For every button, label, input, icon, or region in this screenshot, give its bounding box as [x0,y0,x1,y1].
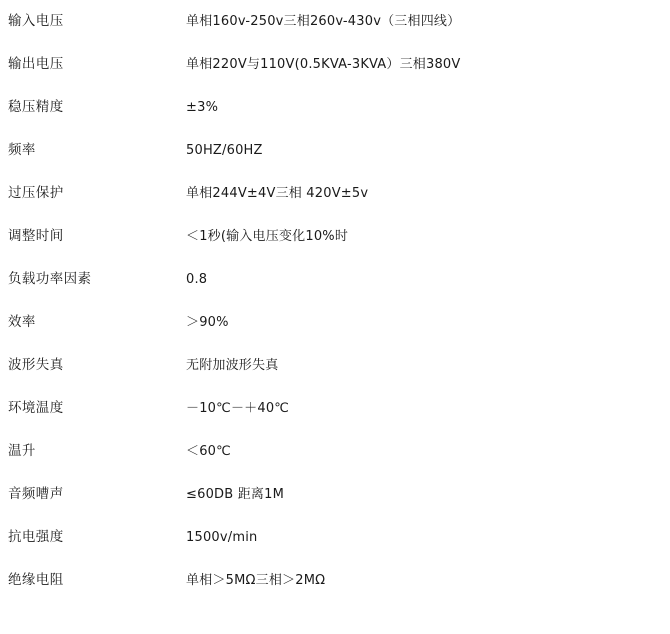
spec-label: 负载功率因素 [8,271,92,288]
spec-label: 调整时间 [8,228,64,245]
spec-value-text: ＜60℃ [186,444,231,460]
spec-value [186,430,670,473]
table-row [0,430,670,473]
spec-value [186,43,670,86]
table-row [0,86,670,129]
spec-value [186,344,670,387]
spec-label: 效率 [8,314,36,331]
spec-value-text: 单相160v-250v三相260v-430v（三相四线） [186,14,461,30]
table-row [0,473,670,516]
spec-label: 抗电强度 [8,529,64,546]
spec-value [186,86,670,129]
spec-value [186,301,670,344]
table-row [0,129,670,172]
table-row [0,344,670,387]
spec-value-text: 单相244V±4V三相 420V±5v [186,186,369,202]
table-row [0,516,670,559]
spec-label: 音频嘈声 [8,486,64,503]
spec-label: 输入电压 [8,13,64,30]
spec-label: 稳压精度 [8,99,64,116]
table-row [0,172,670,215]
spec-label: 过压保护 [8,185,64,202]
spec-value [186,172,670,215]
spec-value-text: 单相220V与110V(0.5KVA-3KVA）三相380V [186,57,461,73]
spec-value-text: ≤60DB 距离1M [186,487,284,503]
spec-value-text: －10℃－＋40℃ [186,401,290,417]
spec-label: 绝缘电阻 [8,572,64,589]
table-row [0,559,670,602]
spec-label: 波形失真 [8,357,64,374]
spec-value [186,473,670,516]
spec-value [186,0,670,43]
spec-value-text: 1500v/min [186,530,258,546]
table-row [0,387,670,430]
spec-value [186,129,670,172]
spec-value-text: ±3% [186,100,219,116]
spec-label: 输出电压 [8,56,64,73]
spec-label: 环境温度 [8,400,64,417]
table-row [0,43,670,86]
spec-value-text: 0.8 [186,272,208,288]
spec-value-text: ＜1秒(输入电压变化10%时 [186,229,349,245]
spec-value [186,559,670,602]
spec-value-text: ＞90% [186,315,229,331]
table-row [0,258,670,301]
spec-value [186,516,670,559]
spec-label: 频率 [8,142,36,159]
table-row [0,301,670,344]
spec-value [186,387,670,430]
table-row [0,0,670,43]
spec-value [186,258,670,301]
spec-value-text: 50HZ/60HZ [186,143,263,159]
spec-value-text: 无附加波形失真 [186,358,279,374]
spec-value [186,215,670,258]
spec-value-text: 单相＞5MΩ三相＞2MΩ [186,573,326,589]
spec-label: 温升 [8,443,36,460]
table-row [0,215,670,258]
